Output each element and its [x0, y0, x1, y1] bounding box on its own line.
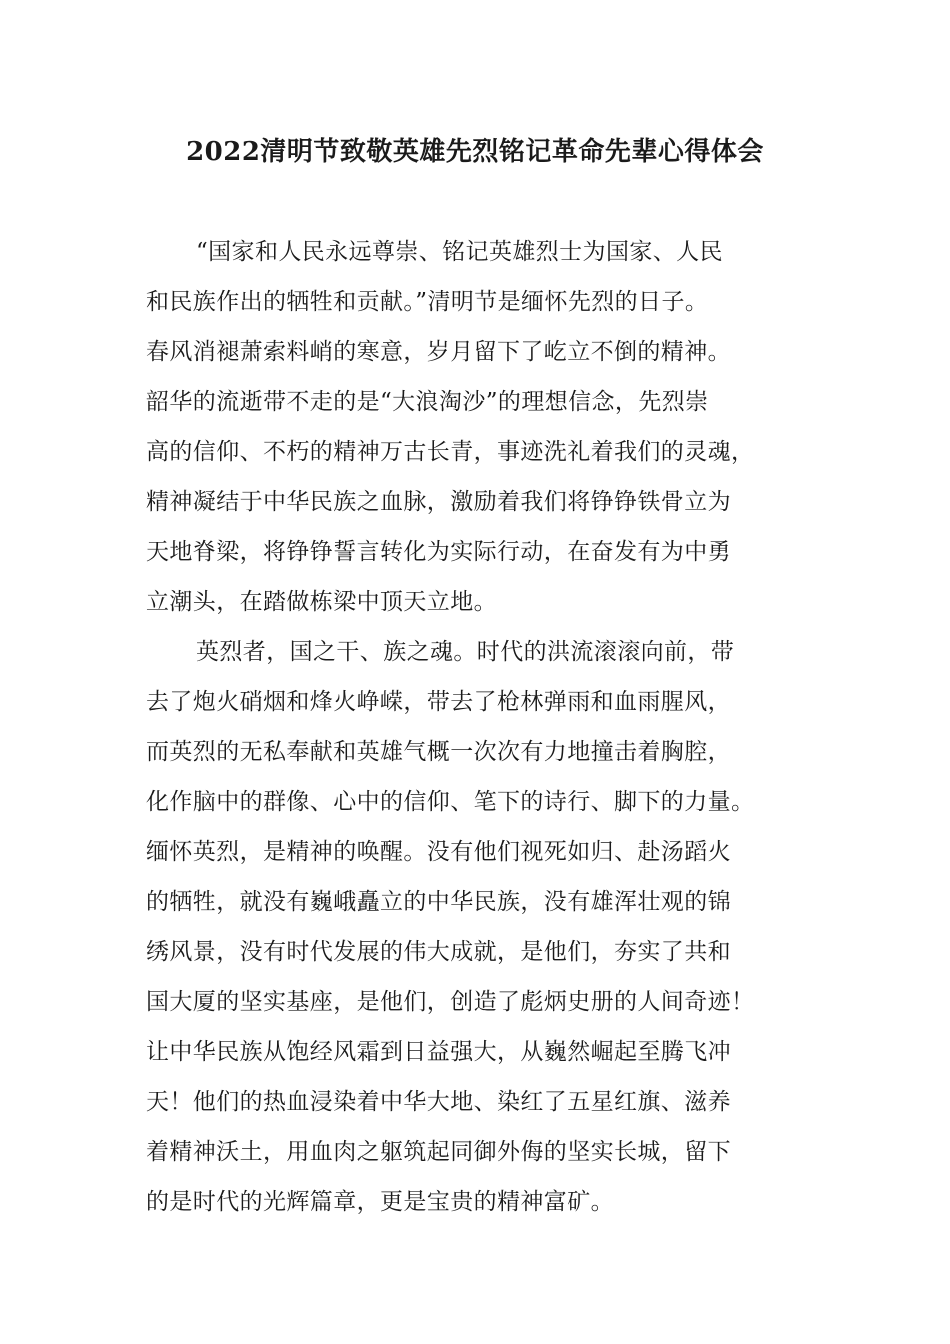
paragraph-line: 的是时代的光辉篇章，更是宝贵的精神富矿。 — [146, 1189, 614, 1215]
paragraph-line: 天地脊梁，将铮铮誓言转化为实际行动，在奋发有为中勇 — [146, 539, 731, 565]
paragraph-line: 国大厦的坚实基座，是他们，创造了彪炳史册的人间奇迹！ — [146, 989, 755, 1015]
paragraph-line: 化作脑中的群像、心中的信仰、笔下的诗行、脚下的力量。 — [146, 789, 755, 815]
document-body — [146, 227, 806, 1227]
paragraph-line: 缅怀英烈，是精神的唤醒。没有他们视死如归、赴汤蹈火 — [146, 839, 731, 865]
paragraph-line: 去了炮火硝烟和烽火峥嵘，带去了枪林弹雨和血雨腥风， — [146, 689, 731, 715]
paragraph-line: 立潮头，在踏做栋梁中顶天立地。 — [146, 589, 497, 615]
paragraph-line: 让中华民族从饱经风霜到日益强大，从巍然崛起至腾飞冲 — [146, 1039, 731, 1065]
paragraph-line: 高的信仰、不朽的精神万古长青，事迹洗礼着我们的灵魂， — [146, 439, 755, 465]
paragraph-line: 而英烈的无私奉献和英雄气概一次次有力地撞击着胸腔， — [146, 739, 731, 765]
paragraph-line: “国家和人民永远尊崇、铭记英雄烈士为国家、人民 — [196, 239, 723, 265]
paragraph-line: 英烈者，国之干、族之魂。时代的洪流滚滚向前，带 — [196, 639, 735, 665]
paragraph-line: 韶华的流逝带不走的是“大浪淘沙”的理想信念，先烈崇 — [146, 389, 709, 415]
paragraph-line: 精神凝结于中华民族之血脉，激励着我们将铮铮铁骨立为 — [146, 489, 731, 515]
paragraph-line: 的牺牲，就没有巍峨矗立的中华民族，没有雄浑壮观的锦 — [146, 889, 731, 915]
document-title: 2022清明节致敬英雄先烈铭记革命先辈心得体会 — [186, 137, 764, 167]
paragraph-line: 着精神沃土，用血肉之躯筑起同御外侮的坚实长城，留下 — [146, 1139, 731, 1165]
paragraph-line: 天！他们的热血浸染着中华大地、染红了五星红旗、滋养 — [146, 1089, 731, 1115]
paragraph-line: 春风消褪萧索料峭的寒意，岁月留下了屹立不倒的精神。 — [146, 339, 731, 365]
paragraph-line: 和民族作出的牺牲和贡献。”清明节是缅怀先烈的日子。 — [146, 289, 709, 315]
paragraph-2 — [146, 627, 806, 1227]
paragraph-1 — [146, 227, 806, 627]
paragraph-line: 绣风景，没有时代发展的伟大成就，是他们，夯实了共和 — [146, 939, 731, 965]
